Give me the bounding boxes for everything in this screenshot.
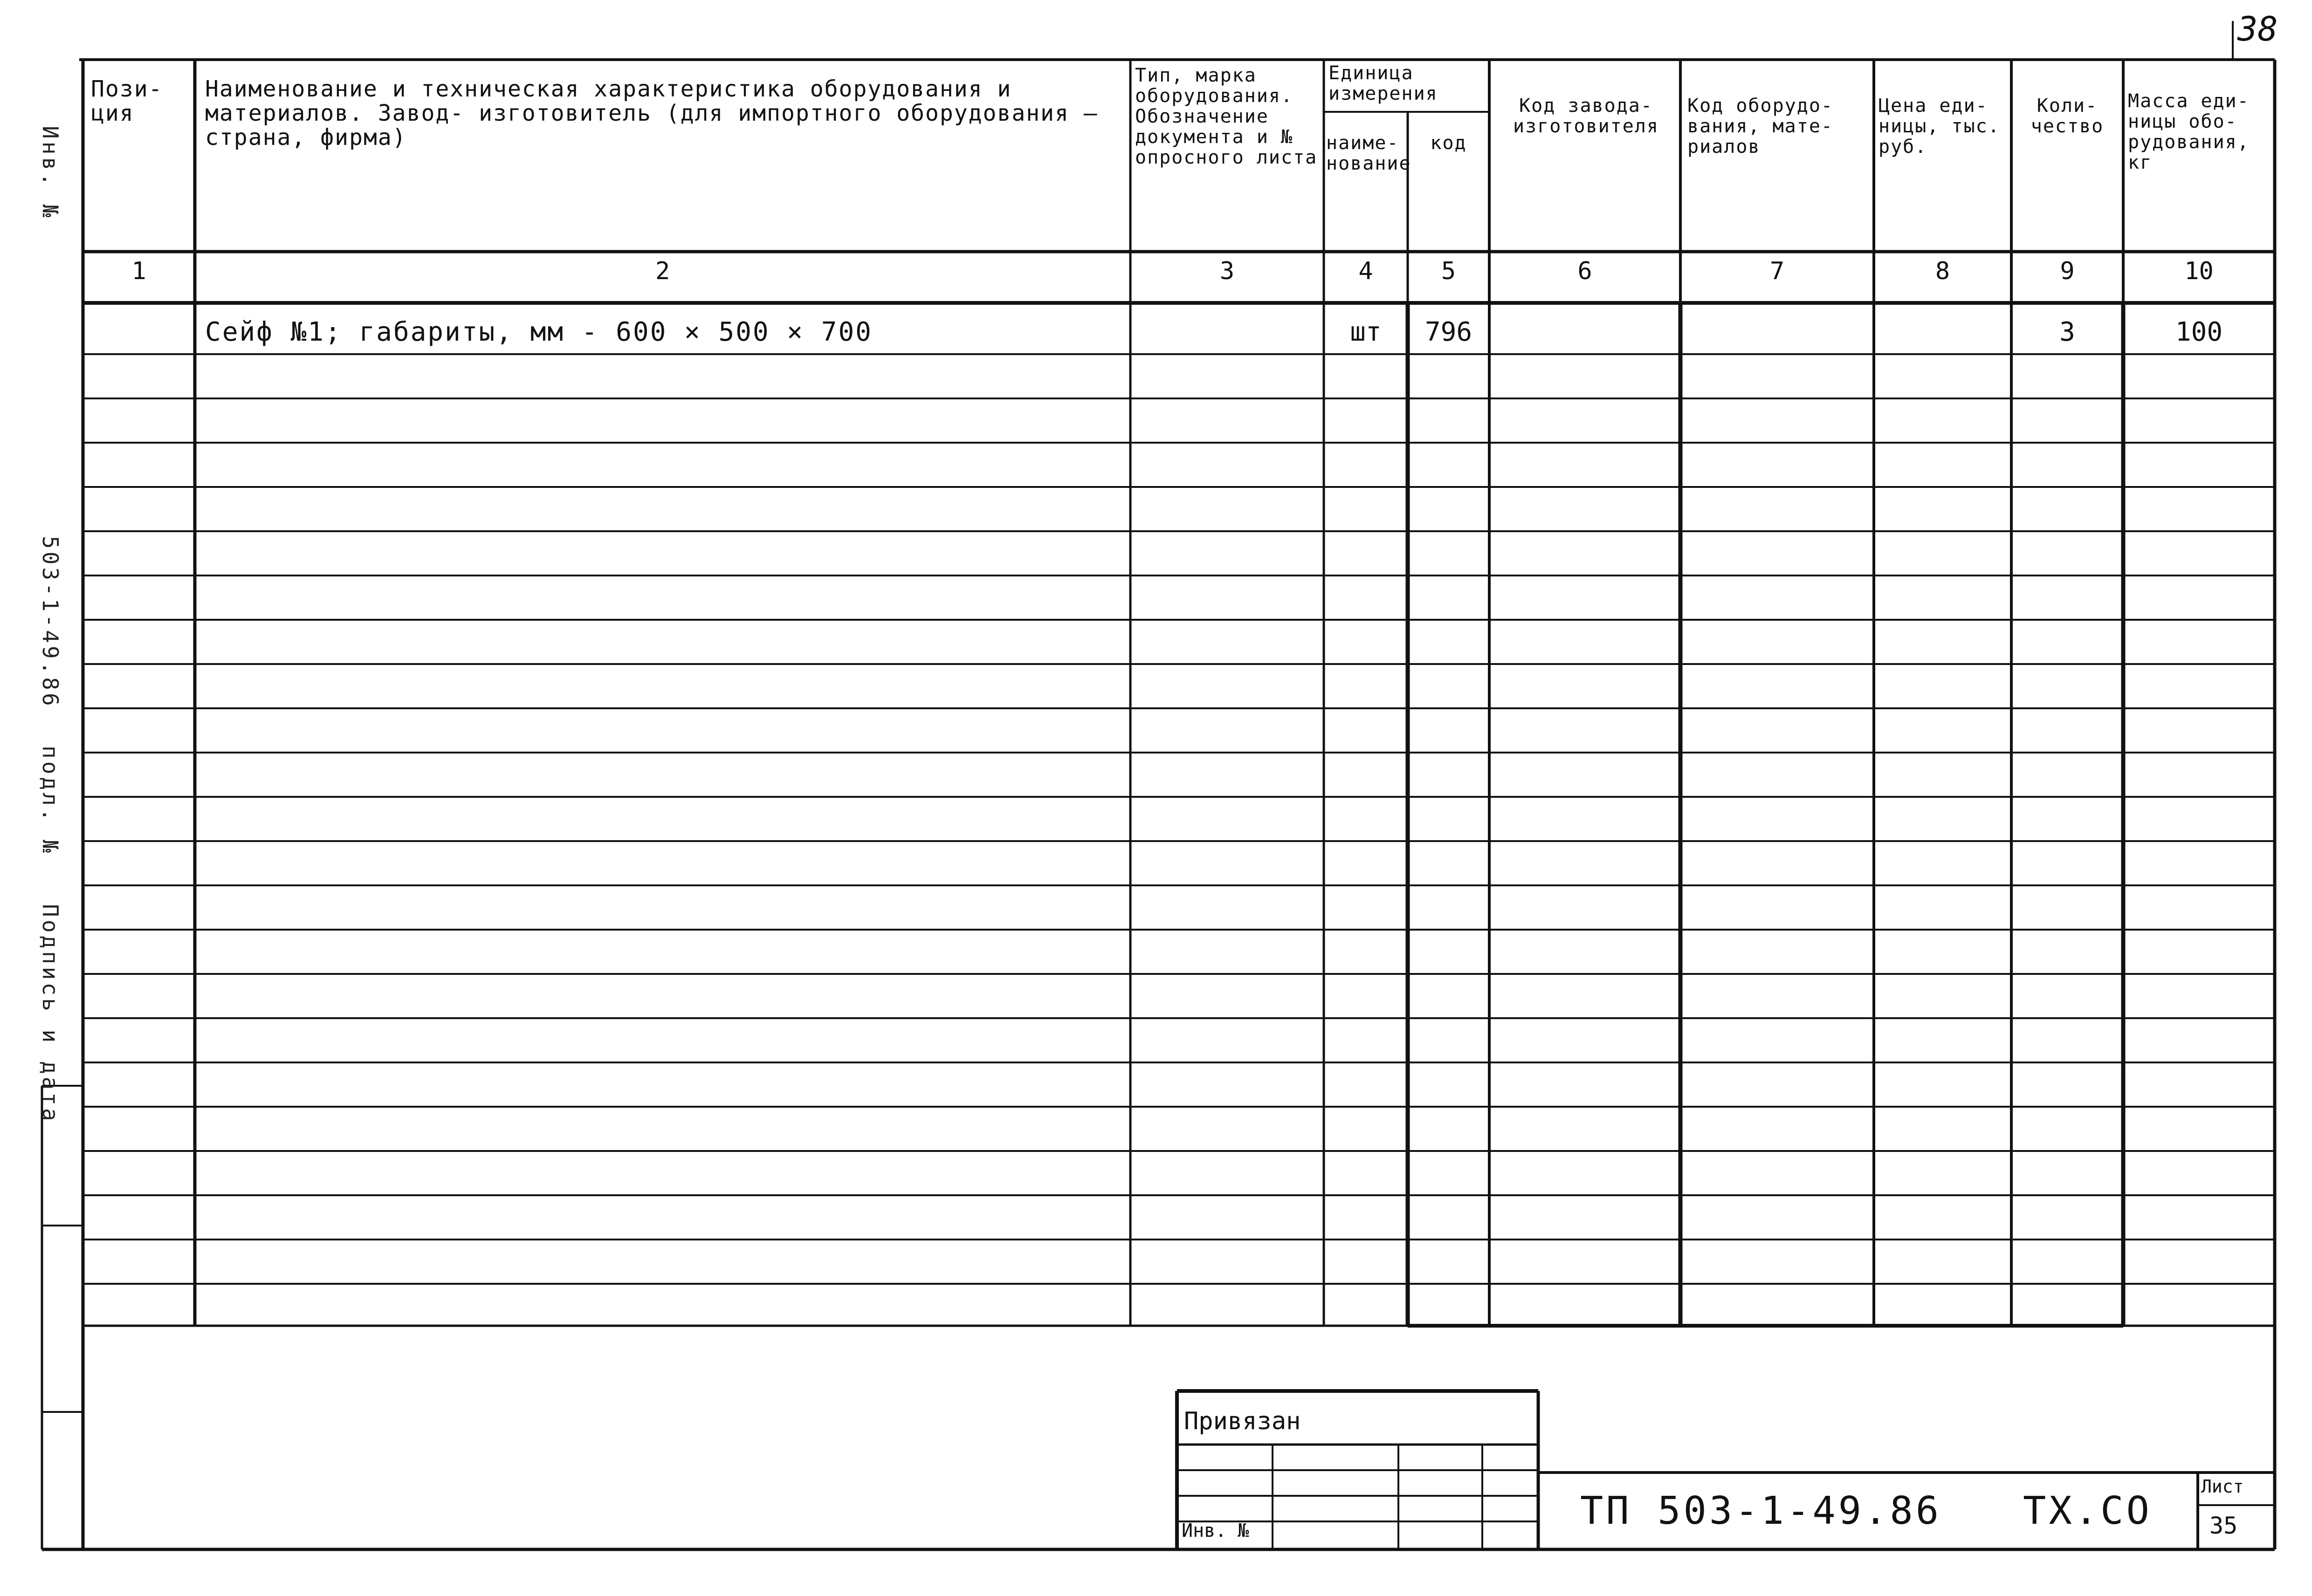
column-number-10: 10 — [2184, 257, 2214, 285]
header-type: Тип, марка оборудования. Обозначение документа и № опросного листа — [1135, 65, 1318, 168]
margin-inv-label: Инв. № — [38, 126, 63, 220]
header-price: Цена еди-ницы, тыс. руб. — [1878, 95, 2000, 158]
row-name: Сейф №1; габариты, мм - 600 × 500 × 700 — [205, 317, 873, 347]
row-unit-code: 796 — [1424, 317, 1473, 347]
column-number-4: 4 — [1358, 257, 1373, 285]
sheet-number-top: 38 — [2237, 9, 2278, 48]
header-name: Наименование и техническая характеристика оборудования и материалов. Завод- изготовитель (для импортного оборудования — страна, фирма) — [205, 76, 1098, 151]
privyazan-label: Привязан — [1184, 1407, 1301, 1435]
margin-podpis-label: Подпись и дата — [38, 904, 63, 1124]
header-unit-code: код — [1430, 132, 1467, 154]
margin-doc-label: 503-1-49.86 — [38, 536, 63, 709]
row-mass: 100 — [2175, 317, 2223, 347]
column-number-7: 7 — [1769, 257, 1785, 285]
row-unit-name: шт — [1350, 317, 1382, 347]
sheet-label: Лист — [2201, 1476, 2244, 1497]
header-unit-name: наиме-нование — [1326, 132, 1411, 174]
document-number: ТП 503-1-49.86 — [1580, 1489, 1942, 1533]
header-quantity: Коли-чество — [2030, 95, 2104, 137]
header-equipment-code: Код оборудо-вания, мате-риалов — [1687, 95, 1833, 158]
column-number-1: 1 — [131, 257, 146, 285]
header-factory-code: Код завода-изготовителя — [1513, 95, 1659, 137]
column-number-5: 5 — [1441, 257, 1456, 285]
column-number-2: 2 — [655, 257, 670, 285]
margin-podl-label: подл. № — [38, 746, 63, 856]
column-number-3: 3 — [1219, 257, 1235, 285]
header-position: Пози-ция — [91, 76, 163, 126]
header-unit-group: Единица измерения — [1328, 62, 1438, 104]
column-number-6: 6 — [1577, 257, 1592, 285]
header-mass: Масса еди-ницы обо-рудования, кг — [2128, 90, 2250, 173]
column-number-9: 9 — [2060, 257, 2075, 285]
column-number-8: 8 — [1935, 257, 1950, 285]
document-mark: ТХ.СО — [2023, 1489, 2152, 1533]
sheet-value: 35 — [2209, 1512, 2238, 1539]
row-quantity: 3 — [2059, 317, 2075, 347]
inv-no-label: Инв. № — [1182, 1520, 1249, 1541]
